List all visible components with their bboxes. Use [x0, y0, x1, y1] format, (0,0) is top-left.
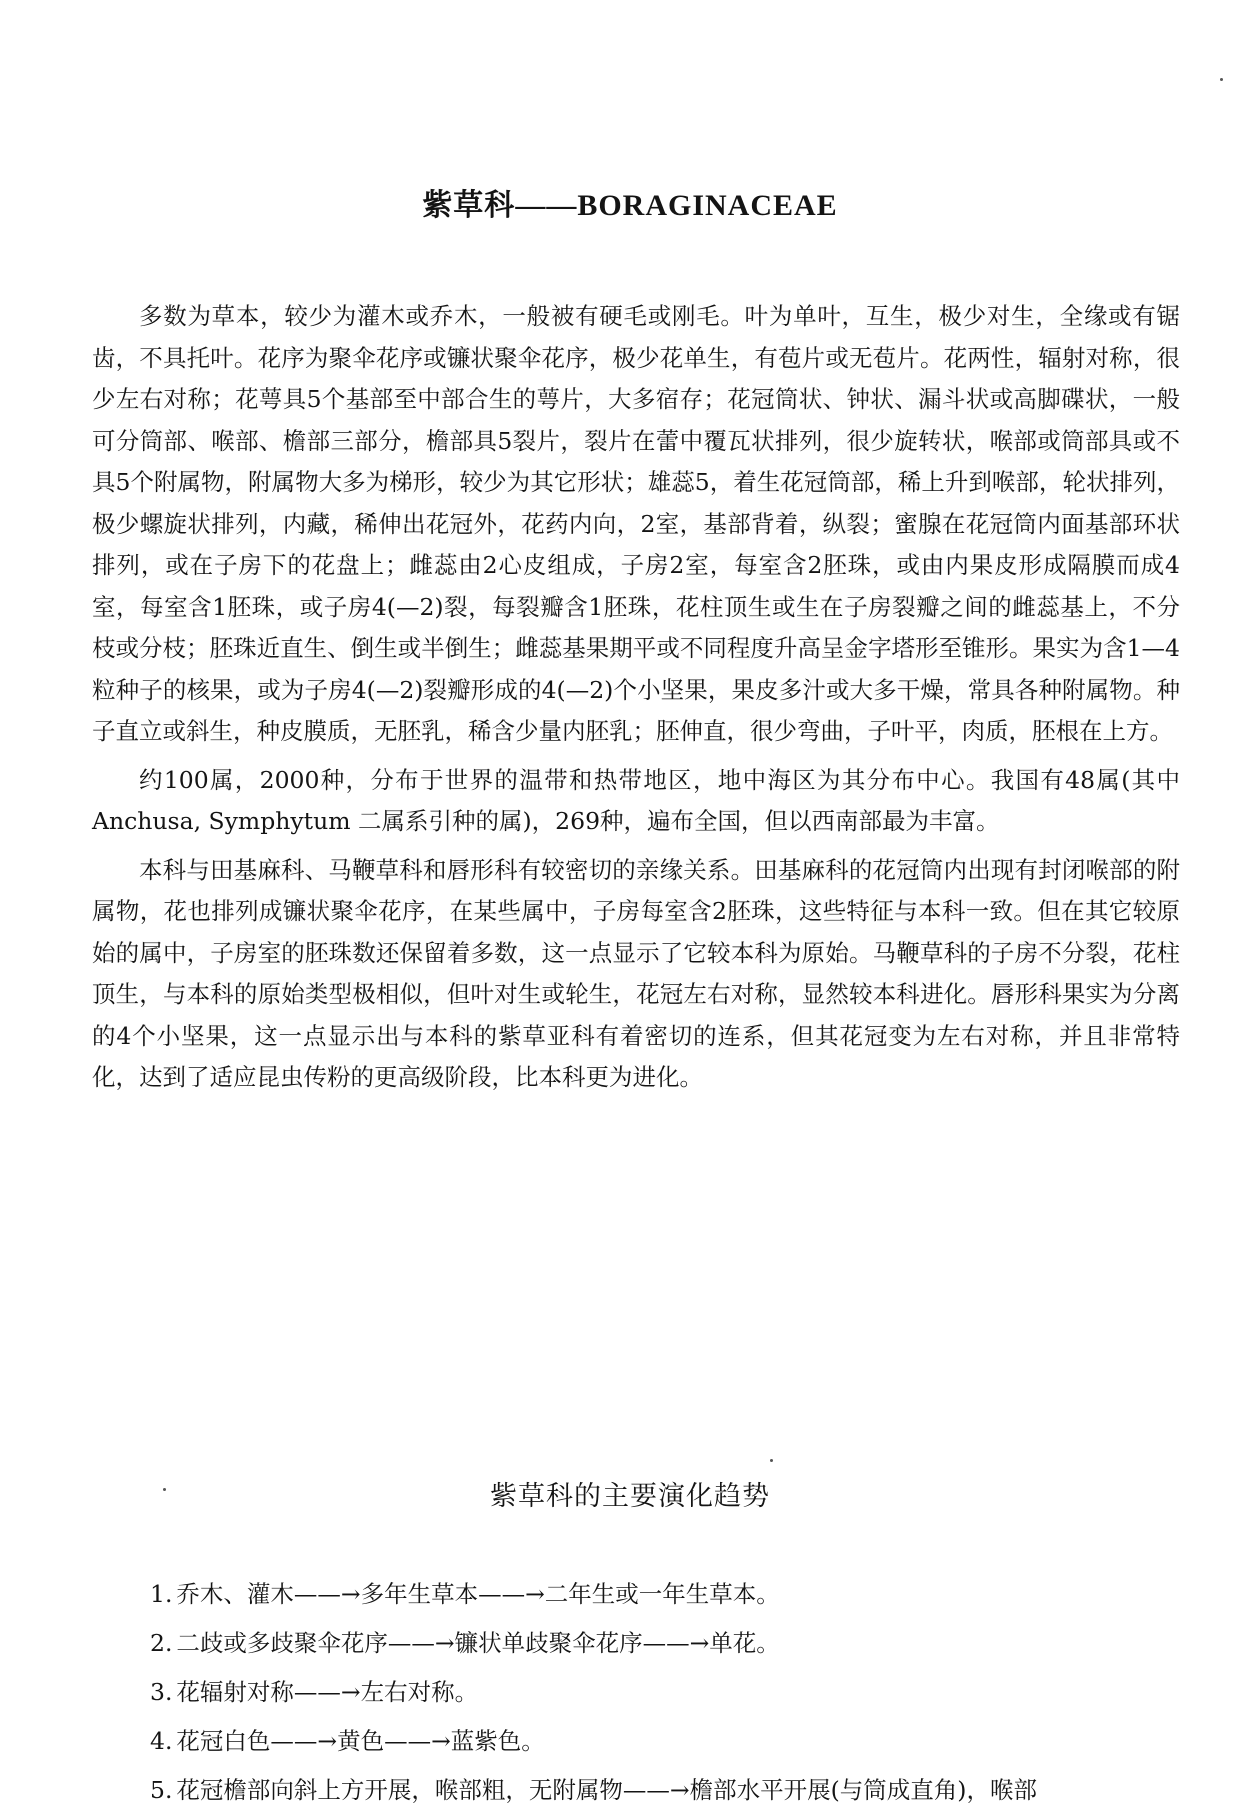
paragraph-distribution: 约100属，2000种，分布于世界的温带和热带地区，地中海区为其分布中心。我国有48属(其中 Anchusa, Symphytum 二属系引种的属)，269种，遍布全国，但以西南部最为丰富。: [92, 765, 1180, 835]
list-item: [150, 1570, 1190, 1619]
list-item-number: 1.: [150, 1580, 173, 1608]
title-latin: BORAGINACEAE: [577, 189, 838, 222]
list-item: [150, 1717, 1190, 1766]
list-item-text: 乔木、灌木——→多年生草本——→二年生或一年生草本。: [176, 1580, 780, 1608]
section-subtitle: 紫草科的主要演化趋势: [490, 1481, 770, 1512]
list-item-text: 花辐射对称——→左右对称。: [176, 1678, 479, 1706]
evolution-trend-list: [150, 1570, 1190, 1815]
paragraph-relationship: 本科与田基麻科、马鞭草科和唇形科有较密切的亲缘关系。田基麻科的花冠筒内出现有封闭喉部的附属物，花也排列成镰状聚伞花序，在某些属中，子房每室含2胚珠，这些特征与本科一致。但在其它较原始的属中，子房室的胚珠数还保留着多数，这一点显示了它较本科为原始。马鞭草科的子房不分裂，花柱顶生，与本科的原始类型极相似，但叶对生或轮生，花冠左右对称，显然较本科进化。唇形科果实为分离的4个小坚果，这一点显示出与本科的紫草亚科有着密切的连系，但其花冠变为左右对称，并且非常特化，达到了适应昆虫传粉的更高级阶段，比本科更为进化。: [92, 855, 1180, 1091]
title-dash: ——: [515, 189, 578, 222]
list-item-number: 4.: [150, 1727, 173, 1755]
list-item-text: 二歧或多歧聚伞花序——→镰状单歧聚伞花序——→单花。: [176, 1629, 780, 1657]
page-title: [0, 180, 1260, 224]
paragraph-description: 多数为草本，较少为灌木或乔木，一般被有硬毛或刚毛。叶为单叶，互生，极少对生，全缘或有锯齿，不具托叶。花序为聚伞花序或镰状聚伞花序，极少花单生，有苞片或无苞片。花两性，辐射对称，很少左右对称；花萼具5个基部至中部合生的萼片，大多宿存；花冠筒状、钟状、漏斗状或高脚碟状，一般可分筒部、喉部、檐部三部分，檐部具5裂片，裂片在蕾中覆瓦状排列，很少旋转状，喉部或筒部具或不具5个附属物，附属物大多为梯形，较少为其它形状；雄蕊5，着生花冠筒部，稀上升到喉部，轮状排列，极少螺旋状排列，内藏，稀伸出花冠外，花药内向，2室，基部背着，纵裂；蜜腺在花冠筒内面基部环状排列，或在子房下的花盘上；雌蕊由2心皮组成，子房2室，每室含2胚珠，或由内果皮形成隔膜而成4室，每室含1胚珠，或子房4(—2)裂，每裂瓣含1胚珠，花柱顶生或生在子房裂瓣之间的雌蕊基上，不分枝或分枝；胚珠近直生、倒生或半倒生；雌蕊基果期平或不同程度升高呈金字塔形至锥形。果实为含1—4粒种子的核果，或为子房4(—2)裂瓣形成的4(—2)个小坚果，果皮多汁或大多干燥，常具各种附属物。种子直立或斜生，种皮膜质，无胚乳，稀含少量内胚乳；胚伸直，很少弯曲，子叶平，肉质，胚根在上方。: [92, 302, 1180, 745]
list-item: [150, 1668, 1190, 1717]
list-item: [150, 1766, 1190, 1815]
list-item: [150, 1619, 1190, 1668]
scan-speck: [770, 1459, 773, 1462]
list-item-number: 3.: [150, 1678, 173, 1706]
scan-speck: [163, 1488, 166, 1491]
list-item-text: 花冠白色——→黄色——→蓝紫色。: [176, 1727, 545, 1755]
list-item-number: 5.: [150, 1776, 173, 1804]
list-item-number: 2.: [150, 1629, 173, 1657]
list-item-text: 花冠檐部向斜上方开展，喉部粗，无附属物——→檐部水平开展(与筒成直角)，喉部: [176, 1776, 1037, 1804]
title-chinese: 紫草科: [422, 188, 516, 223]
scan-speck: [1220, 78, 1223, 81]
body-text: [92, 296, 1180, 1106]
